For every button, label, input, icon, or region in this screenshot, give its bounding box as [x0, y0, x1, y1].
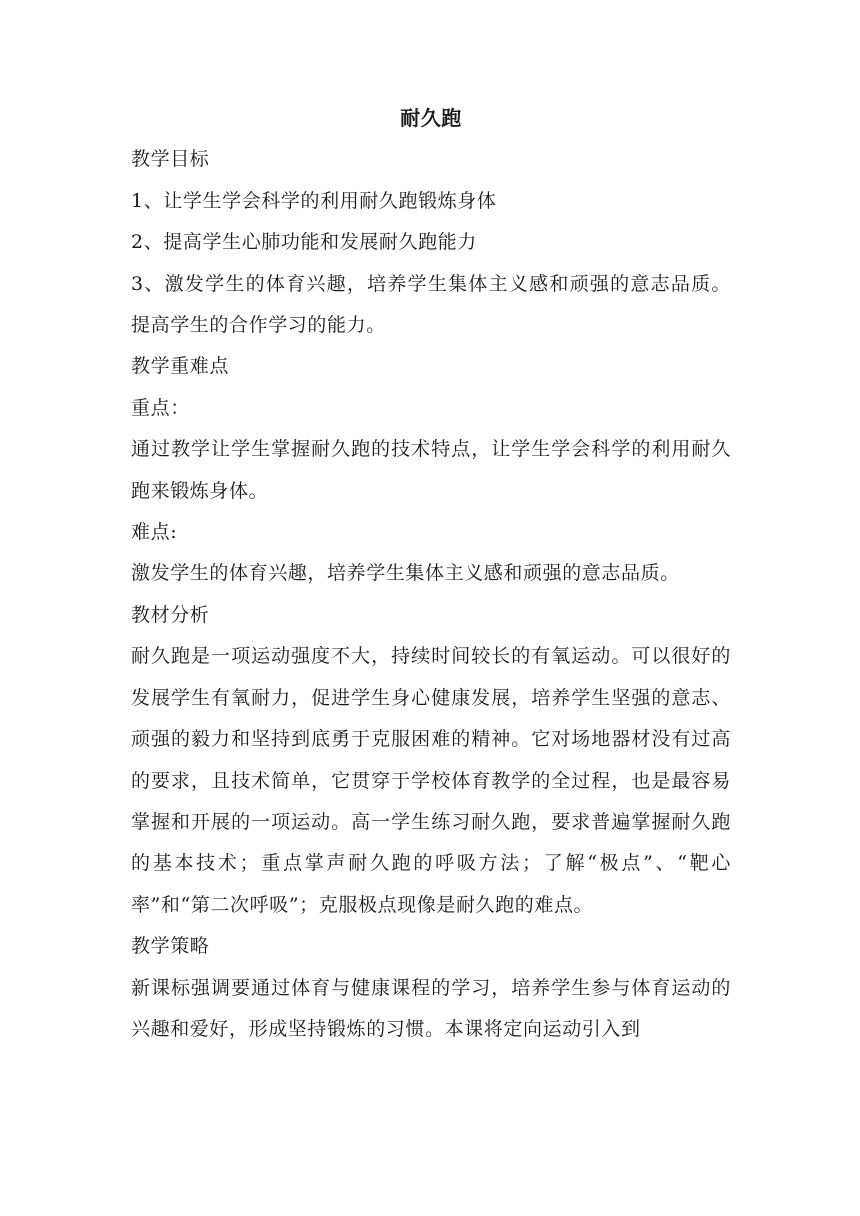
teaching-strategy-text: 新课标强调要通过体育与健康课程的学习，培养学生参与体育运动的兴趣和爱好，形成坚持锻炼的习惯。本课将定向运动引入到 [131, 976, 731, 1040]
difficult-point-label: 难点: [131, 521, 178, 544]
heading-teaching-strategy: 教学策略 [131, 935, 210, 958]
heading-material-analysis: 教材分析 [131, 603, 210, 626]
goal-item-3: 3、激发学生的体育兴趣，培养学生集体主义感和顽强的意志品质。提高学生的合作学习的能力。 [131, 272, 731, 337]
goal-item-2: 2、提高学生心肺功能和发展耐久跑能力 [131, 231, 477, 254]
heading-key-difficult-points: 教学重难点 [131, 355, 230, 378]
key-point-text: 通过教学让学生掌握耐久跑的技术特点，让学生学会科学的利用耐久跑来锻炼身体。 [131, 438, 731, 502]
document-body [131, 98, 731, 1050]
goal-item-1: 1、让学生学会科学的利用耐久跑锻炼身体 [131, 189, 497, 212]
heading-teaching-goals: 教学目标 [131, 148, 210, 171]
material-analysis-text: 耐久跑是一项运动强度不大，持续时间较长的有氧运动。可以很好的发展学生有氧耐力，促进学生身心健康发展，培养学生坚强的意志、顽强的毅力和坚持到底勇于克服困难的精神。它对场地器材没有过高的要求，且技术简单，它贯穿于学校体育教学的全过程，也是最容易掌握和开展的一项运动。高一学生练习耐久跑，要求普遍掌握耐久跑的基本技术；重点掌声耐久跑的呼吸方法；了解“极点”、“靶心率”和“第二次呼吸”；克服极点现像是耐久跑的难点。 [131, 645, 731, 916]
document-title: 耐久跑 [400, 106, 462, 130]
key-point-label: 重点： [131, 396, 190, 419]
difficult-point-text: 激发学生的体育兴趣，培养学生集体主义感和顽强的意志品质。 [131, 562, 680, 585]
